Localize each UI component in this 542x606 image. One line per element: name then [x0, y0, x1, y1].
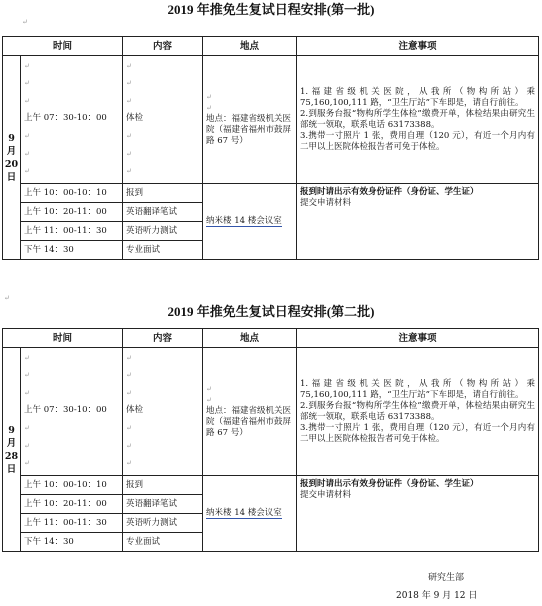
- header-notes: 注意事项: [297, 37, 539, 56]
- exam-note-2: 2.到服务台报“物构所学生体检”缴费开单，体检结果由研究生部统一领取，联系电话 63173388。: [300, 108, 536, 130]
- session-time: 上午 10：00-10：10: [21, 476, 123, 495]
- header-time: 时间: [3, 329, 123, 348]
- exam-time-cell: ↵ ↵ ↵ 上午 07：30-10：00 ↵ ↵ ↵: [21, 348, 123, 476]
- table-header-row: [3, 37, 539, 56]
- session-content: 英语翻译笔试: [123, 495, 203, 514]
- session-notes: 提交申请材料: [300, 490, 352, 500]
- exam-place-cell: ↵ ↵ 地点：福建省级机关医院（福建省福州市鼓屏路 67 号）: [203, 348, 297, 476]
- table-header-row: [3, 329, 539, 348]
- schedule-title-batch2: 2019 年推免生复试日程安排(第二批): [167, 304, 375, 319]
- exam-note-1: 1.福建省级机关医院，从我所（物构所站）乘 75,160,100,111 路，“卫生厅站”下车即是，请自行前往。: [300, 86, 536, 108]
- paragraph-mark: ↵: [4, 294, 10, 302]
- paragraph-mark: ↵: [22, 18, 28, 26]
- table-row-session: [3, 184, 539, 203]
- table-row-session: [3, 476, 539, 495]
- session-content: 报到: [123, 476, 203, 495]
- header-time: 时间: [3, 37, 123, 56]
- table-row-exam: [3, 56, 539, 184]
- exam-time-cell: ↵ ↵ ↵ 上午 07：30-10：00 ↵ ↵ ↵: [21, 56, 123, 184]
- session-content: 报到: [123, 184, 203, 203]
- exam-place: 地点：福建省级机关医院（福建省福州市鼓屏路 67 号）: [206, 114, 292, 146]
- exam-note-3: 3.携带一寸照片 1 张，费用自理（120 元），有近一个月内有二甲以上医院体检报告者可免于体检。: [300, 130, 536, 152]
- session-time: 上午 10：20-11：00: [21, 203, 123, 222]
- session-place-cell: [203, 184, 297, 260]
- session-place-cell: [203, 476, 297, 552]
- exam-note-3: 3.携带一寸照片 1 张，费用自理（120 元），有近一个月内有二甲以上医院体检报告者可免于体检。: [300, 422, 536, 444]
- signature-dept: 研究生部: [428, 573, 465, 583]
- session-content: 英语翻译笔试: [123, 203, 203, 222]
- header-content: 内容: [123, 37, 203, 56]
- session-time: 下午 14：30: [21, 241, 123, 260]
- header-place: 地点: [203, 37, 297, 56]
- exam-time: 上午 07：30-10：00: [24, 405, 107, 416]
- schedule-table-batch1: [2, 36, 539, 260]
- exam-note-2: 2.到服务台报“物构所学生体检”缴费开单，体检结果由研究生部统一领取，联系电话 63173388。: [300, 400, 536, 422]
- session-content: 英语听力测试: [123, 514, 203, 533]
- exam-time: 上午 07：30-10：00: [24, 113, 107, 124]
- session-time: 上午 10：00-10：10: [21, 184, 123, 203]
- exam-notes-cell: [297, 348, 539, 476]
- session-notes-cell: [297, 184, 539, 260]
- session-time: 上午 11：00-11：30: [21, 222, 123, 241]
- exam-content-cell: ↵ ↵ ↵ 体检 ↵ ↵ ↵: [123, 56, 203, 184]
- date-cell: 9 月 28 日: [3, 348, 21, 552]
- exam-place-cell: ↵ ↵ 地点：福建省级机关医院（福建省福州市鼓屏路 67 号）: [203, 56, 297, 184]
- session-notes-bold: 报到时请出示有效身份证件（身份证、学生证）: [300, 479, 479, 489]
- session-time: 上午 11：00-11：30: [21, 514, 123, 533]
- session-notes-cell: [297, 476, 539, 552]
- session-time: 下午 14：30: [21, 533, 123, 552]
- exam-notes-cell: [297, 56, 539, 184]
- header-content: 内容: [123, 329, 203, 348]
- session-notes: 提交申请材料: [300, 198, 352, 208]
- session-content: 专业面试: [123, 533, 203, 552]
- exam-content: 体检: [126, 405, 144, 416]
- session-content: 专业面试: [123, 241, 203, 260]
- session-place: 纳米楼 14 楼会议室: [206, 508, 282, 518]
- date-cell: 9 月 20 日: [3, 56, 21, 260]
- session-time: 上午 10：20-11：00: [21, 495, 123, 514]
- exam-note-1: 1.福建省级机关医院，从我所（物构所站）乘 75,160,100,111 路，“卫生厅站”下车即是，请自行前往。: [300, 378, 536, 400]
- signature-date: 2018 年 9 月 12 日: [396, 591, 478, 601]
- header-place: 地点: [203, 329, 297, 348]
- header-notes: 注意事项: [297, 329, 539, 348]
- session-notes-bold: 报到时请出示有效身份证件（身份证、学生证）: [300, 187, 479, 197]
- schedule-title-batch1: 2019 年推免生复试日程安排(第一批): [167, 2, 375, 17]
- session-place: 纳米楼 14 楼会议室: [206, 216, 282, 226]
- schedule-table-batch2: [2, 328, 539, 552]
- exam-place: 地点：福建省级机关医院（福建省福州市鼓屏路 67 号）: [206, 406, 292, 438]
- session-content: 英语听力测试: [123, 222, 203, 241]
- exam-content-cell: ↵ ↵ ↵ 体检 ↵ ↵ ↵: [123, 348, 203, 476]
- exam-content: 体检: [126, 113, 144, 124]
- table-row-exam: [3, 348, 539, 476]
